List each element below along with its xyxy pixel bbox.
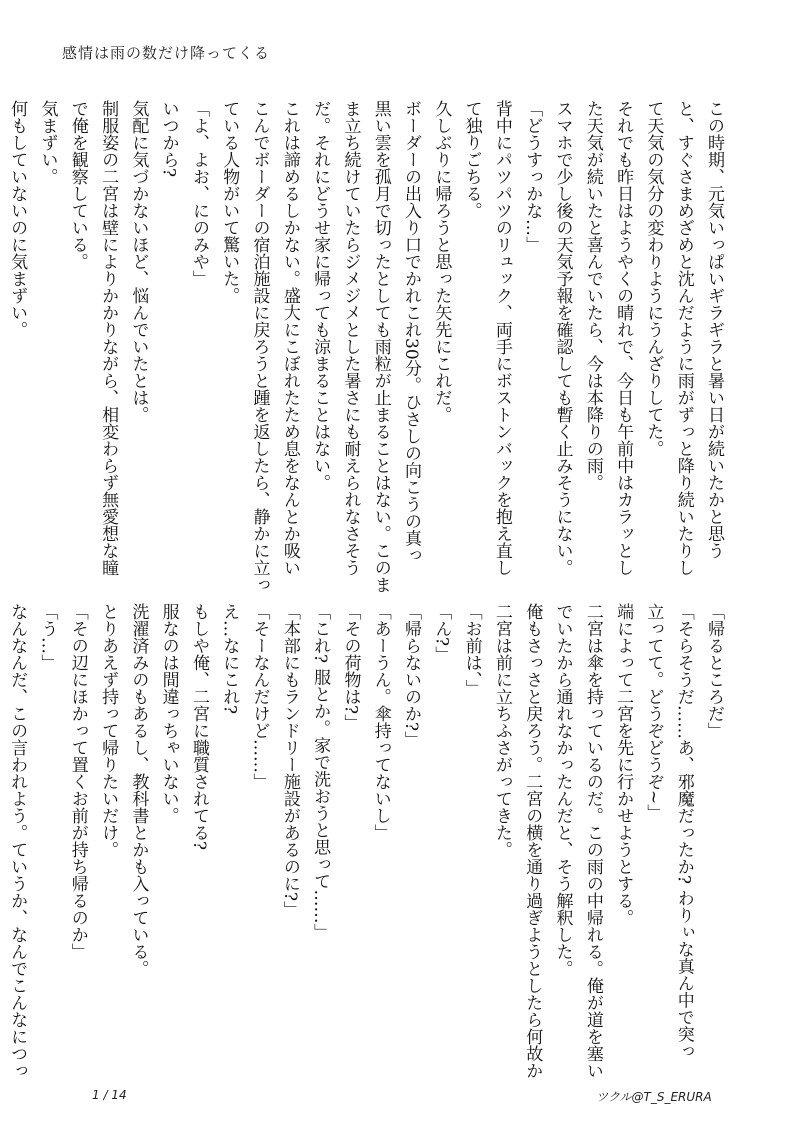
text-line: スマホで少し後の天気予報を確認しても暫く止みそうにない。 — [552, 100, 573, 576]
text-line: え…なにこれ? — [219, 603, 240, 715]
text-line: 制服姿の二宮は壁によりかかりながら、相変わらず無愛想な瞳 — [98, 100, 119, 576]
text-line: 「お前は、」 — [461, 603, 482, 697]
text-line: 「そらそうだ……あ、邪魔だったか? わりぃな真ん中で突っ — [673, 603, 694, 1060]
text-line: ま立ち続けていたらジメジメとした暑さにも耐えられなさそう — [340, 100, 361, 576]
text-line: とりあえず持って帰りたいだけ。 — [98, 603, 119, 858]
text-line: 立ってて。どうぞどうぞ~」 — [643, 603, 664, 822]
text-block-bottom — [0, 603, 729, 1079]
text-line: なんなんだ、この言われよう。ていうか、なんでこんなにつっ — [7, 603, 28, 1079]
text-line: 「その辺にほかって置くお前が持ち帰るのか」 — [67, 603, 88, 960]
text-line: でいたから通れなかったんだと、そう解釈した。 — [552, 603, 573, 977]
text-line: ボーダーの出入り口でかれこれ30分。ひさしの向こうの真っ — [401, 100, 422, 564]
text-line: これは諦めるしかない。盛大にこぼれたため息をなんとか吸い — [279, 100, 300, 576]
text-line: 「ん?」 — [431, 603, 452, 664]
text-line: 「帰らないのか?」 — [401, 603, 422, 749]
text-line: それでも昨日はようやくの晴れで、今日も午前中はカラッとし — [613, 100, 634, 576]
text-line: 「本部にもランドリー施設があるのに?」 — [279, 603, 300, 919]
text-line: 背中にパツパツのリュック、両手にボストンバックを抱え直し — [491, 100, 512, 576]
text-line: ている人物がいて驚いた。 — [219, 100, 240, 304]
text-line: 洗濯済みのもあるし、教科書とかも入っている。 — [128, 603, 149, 977]
text-line: で俺を観察している。 — [67, 100, 88, 270]
text-line: 「その荷物は?」 — [340, 603, 361, 732]
text-line: 黒い雲を孤月で切ったとしても雨粒が止まることはない。このま — [370, 100, 391, 593]
text-line: 「これ? 服とか。家で洗おうと思って……」 — [310, 603, 331, 941]
text-line: 久しぶりに帰ろうと思った矢先にこれだ。 — [431, 100, 452, 423]
text-line: こんでボーダーの宿泊施設に戻ろうと踵を返したら、静かに立っ — [249, 100, 270, 593]
text-line: この時期、元気いっぱいギラギラと暑い日が続いたかと思う — [704, 100, 724, 559]
text-line: 俺もさっさと戻ろう。二宮の横を通り過ぎようとしたら何故か — [522, 603, 543, 1079]
text-line: て天気の気分の変わりようにうんざりしてた。 — [643, 100, 664, 457]
author-credit: ツクル@T_S_ERURA — [596, 1090, 712, 1104]
text-line: 服なのは間違っちゃいない。 — [158, 603, 179, 824]
text-line: もしや俺、二宮に職質されてる? — [188, 603, 209, 851]
text-line: 気配に気づかないほど、悩んでいたとは。 — [128, 100, 149, 423]
text-line: 「どうすっかな…」 — [522, 100, 543, 253]
text-line: 二宮は前に立ちふさがってきた。 — [491, 603, 512, 858]
page-number: 1 / 14 — [92, 1088, 127, 1102]
text-line: 「よ、よお、にのみや」 — [188, 100, 209, 287]
text-line: だ。それにどうせ家に帰っても涼まることはない。 — [310, 100, 331, 491]
text-line: 端によって二宮を先に行かせようとする。 — [613, 603, 634, 926]
text-line: 何もしていないのに気まずい。 — [7, 100, 28, 338]
text-line: 「そーなんだけど……」 — [249, 603, 270, 790]
text-line: た天気が続いたと喜んでいたら、今は本降りの雨。 — [582, 100, 603, 491]
text-line — [0, 100, 2, 570]
text-block-top — [0, 100, 729, 593]
text-line: と、すぐさまめざめと沈んだように雨がずっと降り続いたりし — [673, 100, 694, 576]
text-line: 二宮は傘を持っているのだ。この雨の中帰れる。俺が道を塞い — [582, 603, 603, 1079]
page-header-title: 感情は雨の数だけ降ってくる — [62, 44, 271, 62]
text-line: 「帰るところだ」 — [704, 603, 724, 739]
text-line: て独りごちる。 — [461, 100, 482, 219]
text-line: いつから? — [158, 100, 179, 178]
text-line: 「う…」 — [37, 603, 58, 671]
text-line: 気まずい。 — [37, 100, 58, 185]
text-line: 「あーうん。傘持ってないし」 — [370, 603, 391, 841]
